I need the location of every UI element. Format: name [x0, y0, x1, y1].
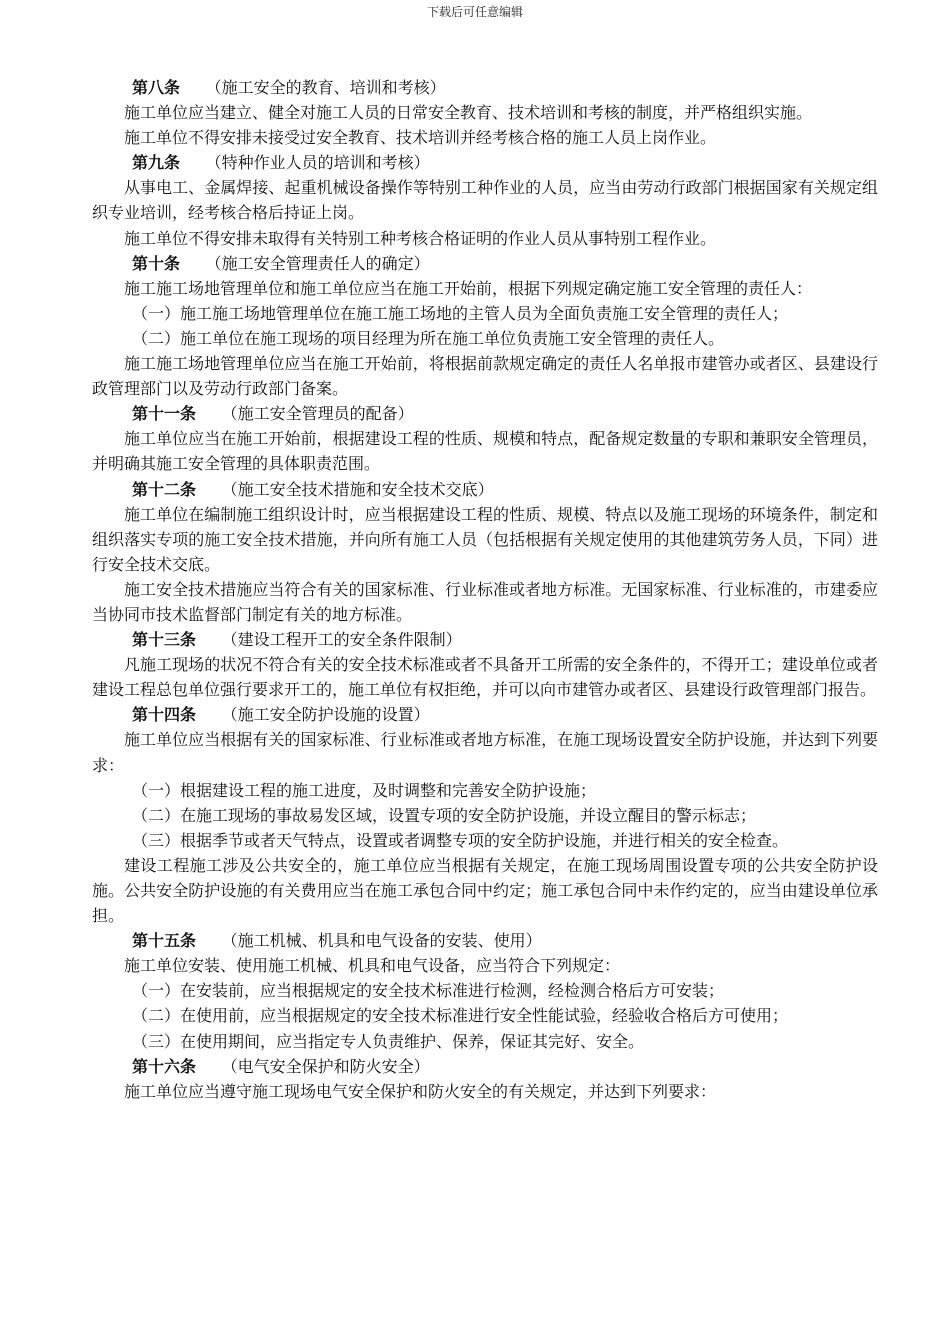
article-heading: [92, 401, 878, 426]
article-number: 第十条: [132, 253, 181, 273]
list-item-paragraph: （二）在使用前，应当根据规定的安全技术标准进行安全性能试验，经验收合格后方可使用；: [132, 1006, 789, 1026]
article-number: 第八条: [132, 78, 181, 97]
list-item-paragraph: （三）在使用期间，应当指定专人负责维护、保养，保证其完好、安全。: [132, 1031, 645, 1051]
body-paragraph: 施工单位应当建立、健全对施工人员的日常安全教育、技术培训和考核的制度，并严格组织实施。: [124, 103, 813, 123]
article-heading: [92, 150, 878, 175]
article-title: （施工安全技术措施和安全技术交底）: [221, 479, 494, 499]
article-title: （电气安全保护和防火安全）: [221, 1056, 430, 1076]
article-number: 第十三条: [132, 630, 197, 650]
body-paragraph: 施工单位应当遵守施工现场电气安全保护和防火安全的有关规定，并达到下列要求：: [124, 1081, 717, 1101]
article-number: 第九条: [132, 153, 181, 173]
article-title: （施工安全管理责任人的确定）: [205, 253, 430, 273]
body-paragraph: 施工单位在编制施工组织设计时，应当根据建设工程的性质、规模、特点以及施工现场的环境条件，制定和组织落实专项的施工安全技术措施，并向所有施工人员（包括根据有关规定使用的其他建筑劳务人员，下同）进行安全技术交底。: [92, 504, 878, 574]
body-paragraph: 建设工程施工涉及公共安全的，施工单位应当根据有关规定，在施工现场周围设置专项的公共安全防护设施。公共安全防护设施的有关费用应当在施工承包合同中约定；施工承包合同中未作约定的，应当由建设单位承担。: [92, 855, 878, 926]
article-heading: [92, 251, 878, 276]
article-title: （施工安全的教育、培训和考核）: [205, 78, 446, 97]
page-header-note: 下载后可任意编辑: [426, 5, 523, 19]
article-title: （施工机械、机具和电气设备的安装、使用）: [221, 931, 542, 951]
article-number: 第十六条: [132, 1056, 197, 1076]
body-paragraph: 施工安全技术措施应当符合有关的国家标准、行业标准或者地方标准。无国家标准、行业标准的，市建委应当协同市技术监督部门制定有关的地方标准。: [92, 579, 878, 624]
article-number: 第十一条: [132, 404, 197, 424]
article-title: （施工安全防护设施的设置）: [221, 705, 430, 725]
body-paragraph: 凡施工现场的状况不符合有关的安全技术标准或者不具备开工所需的安全条件的，不得开工；建设单位或者建设工程总包单位强行要求开工的，施工单位有权拒绝，并可以向市建管办或者区、县建设行政管理部门报告。: [92, 655, 878, 700]
article-heading: [92, 477, 878, 502]
body-paragraph: 施工单位不得安排未取得有关特别工种考核合格证明的作业人员从事特别工程作业。: [124, 228, 717, 248]
body-paragraph: 施工单位应当根据有关的国家标准、行业标准或者地方标准，在施工现场设置安全防护设施，并达到下列要求：: [92, 730, 878, 775]
list-item-paragraph: （一）根据建设工程的施工进度，及时调整和完善安全防护设施；: [132, 780, 597, 800]
list-item-paragraph: （二）施工单位在施工现场的项目经理为所在施工单位负责施工安全管理的责任人。: [132, 328, 725, 348]
body-paragraph: 施工施工场地管理单位和施工单位应当在施工开始前，根据下列规定确定施工安全管理的责任人：: [124, 278, 813, 298]
body-paragraph: 施工施工场地管理单位应当在施工开始前，将根据前款规定确定的责任人名单报市建管办或者区、县建设行政管理部门以及劳动行政部门备案。: [92, 354, 878, 399]
body-paragraph: 从事电工、金属焊接、起重机械设备操作等特别工种作业的人员，应当由劳动行政部门根据国家有关规定组织专业培训，经考核合格后持证上岗。: [92, 178, 878, 223]
article-title: （施工安全管理员的配备）: [221, 404, 414, 424]
list-item-paragraph: （二）在施工现场的事故易发区域，设置专项的安全防护设施，并设立醒目的警示标志；: [132, 805, 757, 825]
article-title: （特种作业人员的培训和考核）: [205, 153, 430, 173]
article-number: 第十四条: [132, 705, 197, 725]
body-paragraph: 施工单位不得安排未接受过安全教育、技术培训并经考核合格的施工人员上岗作业。: [124, 128, 717, 148]
document-body: [92, 75, 878, 1104]
list-item-paragraph: （一）施工施工场地管理单位在施工施工场地的主管人员为全面负责施工安全管理的责任人；: [132, 303, 789, 323]
list-item-paragraph: （三）根据季节或者天气特点，设置或者调整专项的安全防护设施，并进行相关的安全检查。: [132, 830, 789, 850]
article-number: 第十二条: [132, 479, 197, 499]
list-item-paragraph: （一）在安装前，应当根据规定的安全技术标准进行检测，经检测合格后方可安装；: [132, 981, 725, 1001]
body-paragraph: 施工单位安装、使用施工机械、机具和电气设备，应当符合下列规定：: [124, 956, 621, 976]
article-heading: [92, 627, 878, 652]
article-heading: [92, 75, 878, 100]
body-paragraph: 施工单位应当在施工开始前，根据建设工程的性质、规模和特点，配备规定数量的专职和兼职安全管理员，并明确其施工安全管理的具体职责范围。: [92, 429, 878, 474]
article-heading: [92, 702, 878, 727]
article-title: （建设工程开工的安全条件限制）: [221, 630, 462, 650]
article-heading: [92, 1054, 878, 1079]
article-number: 第十五条: [132, 931, 197, 951]
article-heading: [92, 928, 878, 953]
